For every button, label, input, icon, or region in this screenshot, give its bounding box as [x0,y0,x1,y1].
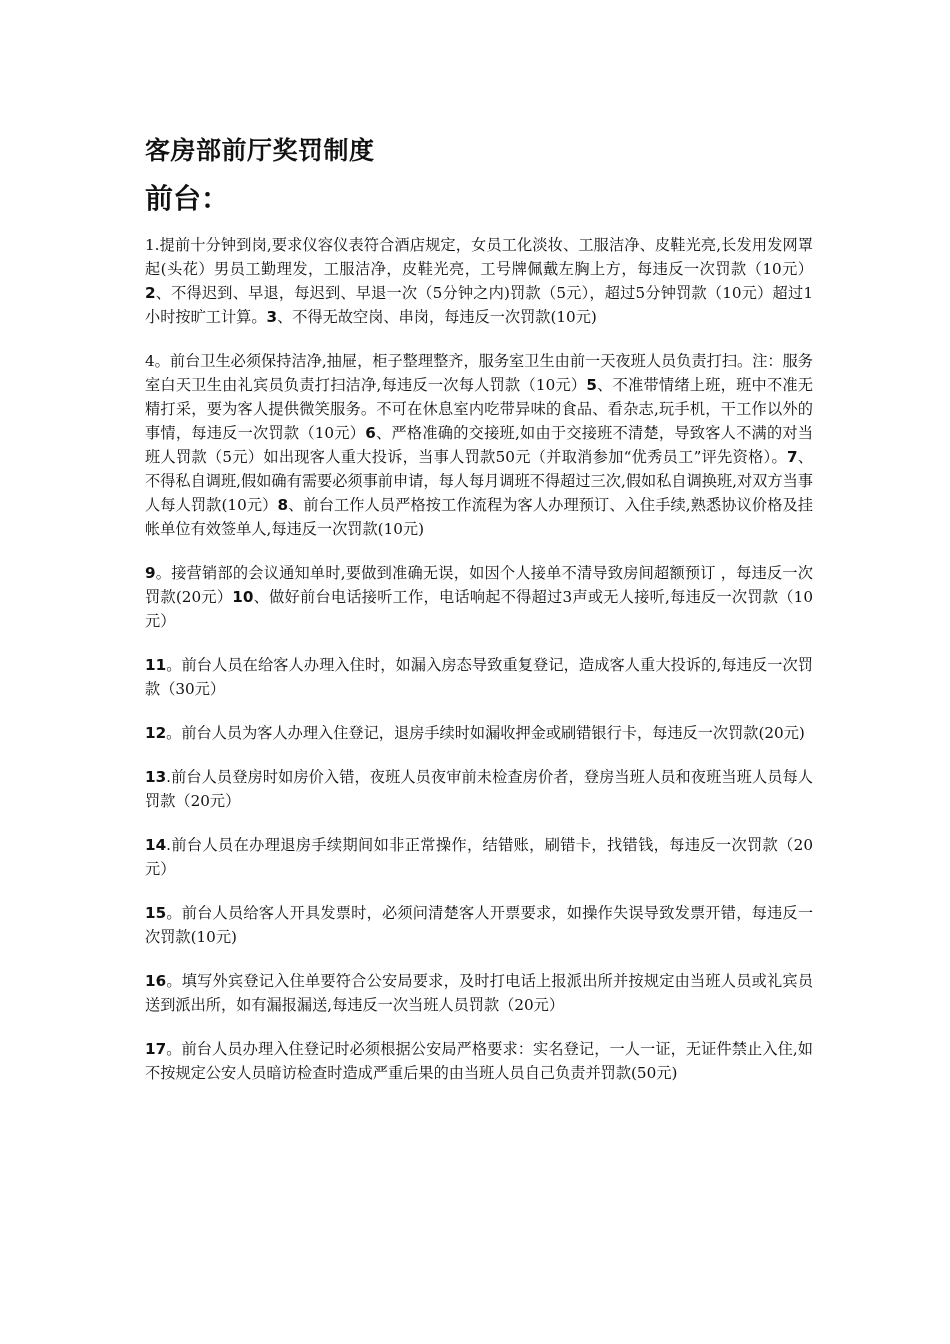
rule-paragraph [145,765,813,813]
rule-paragraph [145,653,813,701]
document-page [145,133,813,1105]
rule-text: 、不准带情绪上班，班中不准无精打采，要为客人提供微笑服务。不可在休息室内吃带异味的食品、看杂志,玩手机，干工作以外的事情，每违反一次罚款（10元） [145,376,814,442]
section-heading: 前台： [145,182,230,215]
rule-number: 13 [145,768,167,786]
rule-text: .前台人员在办理退房手续期间如非正常操作，结错账，刷错卡，找错钱，每违反一次罚款（20元） [145,836,813,878]
rule-paragraph [145,833,813,881]
rule-paragraph [145,969,813,1017]
rule-text: 、严格准确的交接班,如由于交接班不清楚，导致客人不满的对当班人罚款（5元）如出现客人重大投诉，当事人罚款50元（并取消参加“优秀员工”评先资格）。 [145,424,814,466]
rule-text: 、前台工作人员严格按工作流程为客人办理预订、入住手续,熟悉协议价格及挂帐单位有效签单人,每违反一次罚款(10元) [145,496,813,538]
rule-text: .前台人员登房时如房价入错，夜班人员夜审前未检查房价者，登房当班人员和夜班当班人员每人罚款（20元） [145,768,813,810]
rule-number: 14 [145,836,167,854]
rule-number: 7 [786,448,798,466]
rule-text: 。接营销部的会议通知单时,要做到准确无误，如因个人接单不清导致房间超额预订 ，每违反一次罚款(20元） [145,564,813,606]
rule-text: 、不得私自调班,假如确有需要必须事前申请，每人每月调班不得超过三次,假如私自调换班,对双方当事人每人罚款(10元） [145,448,813,514]
document-body [145,233,813,1085]
rule-text: 4。前台卫生必须保持洁净,抽屉，柜子整理整齐，服务室卫生由前一天夜班人员负责打扫。注：服务室白天卫生由礼宾员负责打扫洁净,每违反一次每人罚款（10元） [145,352,813,394]
rule-text: 。填写外宾登记入住单要符合公安局要求，及时打电话上报派出所并按规定由当班人员或礼宾员送到派出所，如有漏报漏送,每违反一次当班人员罚款（20元） [145,972,813,1014]
rule-paragraph [145,349,813,541]
rule-number: 11 [145,656,167,674]
rule-text: 、做好前台电话接听工作，电话响起不得超过3声或无人接听,每违反一次罚款（10元） [145,588,813,630]
rule-number: 6 [365,424,376,442]
rule-number: 5 [586,376,597,394]
rule-number: 9 [145,564,156,582]
rule-text: 、不得迟到、早退，每迟到、早退一次（5分钟之内)罚款（5元），超过5分钟罚款（10元）超过1小时按旷工计算。 [145,284,813,326]
rule-paragraph [145,561,813,633]
rule-paragraph [145,901,813,949]
rule-number: 10 [232,588,254,606]
rule-number: 2 [145,284,156,302]
rule-text: 。前台人员给客人开具发票时，必须问清楚客人开票要求，如操作失误导致发票开错，每违反一次罚款(10元) [145,904,813,946]
rule-text: 1.提前十分钟到岗,要求仪容仪表符合酒店规定，女员工化淡妆、工服洁净、皮鞋光亮,长发用发网罩起(头花）男员工勤理发，工服洁净，皮鞋光亮，工号牌佩戴左胸上方，每违反一次罚款（10元） [145,236,813,278]
rule-text: 。前台人员办理入住登记时必须根据公安局严格要求：实名登记，一人一证，无证件禁止入住,如不按规定公安人员暗访检查时造成严重后果的由当班人员自己负责并罚款(50元) [145,1040,813,1082]
rule-number: 8 [277,496,289,514]
rule-number: 3 [266,308,278,326]
rule-paragraph [145,1037,813,1085]
rule-number: 16 [145,972,167,990]
rule-text: 。前台人员为客人办理入住登记，退房手续时如漏收押金或刷错银行卡，每违反一次罚款(20元) [166,724,805,742]
document-title: 客房部前厅奖罚制度 [145,136,375,165]
rule-paragraph [145,233,813,329]
rule-paragraph [145,721,813,745]
rule-number: 17 [145,1040,167,1058]
rule-number: 15 [145,904,167,922]
rule-text: 、不得无故空岗、串岗，每违反一次罚款(10元) [277,308,597,326]
rule-number: 12 [145,724,167,742]
rule-text: 。前台人员在给客人办理入住时，如漏入房态导致重复登记，造成客人重大投诉的,每违反一次罚款（30元） [145,656,813,698]
